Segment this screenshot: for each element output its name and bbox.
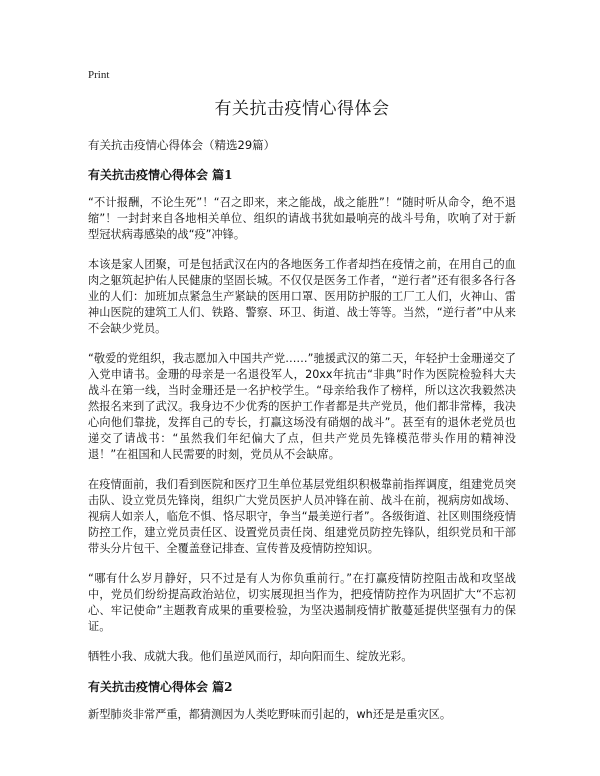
document-subtitle: 有关抗击疫情心得体会（精选29篇） — [88, 138, 276, 152]
paragraph: “不计报酬，不论生死”！“召之即来，来之能战，战之能胜”！“随时听从命令，绝不退缩”！一封封来自各地相关单位、组织的请战书犹如最响亮的战斗号角，吹响了对于新型冠状病毒感染的战“疫”冲锋。 — [88, 196, 516, 241]
print-label: Print — [88, 69, 110, 81]
paragraph: 牺牲小我、成就大我。他们虽逆风而行，却向阳而生、绽放光彩。 — [88, 650, 413, 663]
section-heading-1: 有关抗击疫情心得体会 篇1 — [88, 168, 233, 182]
paragraph: 新型肺炎非常严重，都猜测因为人类吃野味而引起的，wh还是是重灾区。 — [88, 708, 452, 721]
paragraph: 在疫情面前，我们看到医院和医疗卫生单位基层党组织积极靠前指挥调度，组建党员突击队、设立党员先锋岗，组织广大党员医护人员冲锋在前、战斗在前，视病房如战场、视病人如亲人，临危不惧、恪尽职守，争当“最美逆行者”。各级街道、社区则围绕疫情防控工作，建立党员责任区、设置党员责任岗、组建党员防控先锋队，组织党员和干部带头分片包干、全覆盖登记排查、宣传普及疫情防控知识。 — [88, 478, 516, 555]
document-title: 有关抗击疫情心得体会 — [214, 99, 390, 119]
paragraph: 本该是家人团聚，可是包括武汉在内的各地医务工作者却挡在疫情之前，在用自己的血肉之躯筑起护佑人民健康的坚固长城。不仅仅是医务工作者，“逆行者”还有很多各行各业的人们：加班加点紧急生产紧缺的医用口罩、医用防护服的工厂工人们，火神山、雷神山医院的建筑工人们、铁路、警察、环卫、街道、战士等等。当然，“逆行者”中从来不会缺少党员。 — [88, 258, 516, 335]
section-heading-2: 有关抗击疫情心得体会 篇2 — [88, 680, 233, 694]
paragraph: “哪有什么岁月静好，只不过是有人为你负重前行。”在打赢疫情防控阻击战和攻坚战中，党员们纷纷提高政治站位，切实展现担当作为，把疫情防控作为巩固扩大“不忘初心、牢记使命”主题教育成果的重要检验，为坚决遏制疫情扩散蔓延提供坚强有力的保证。 — [88, 572, 516, 633]
paragraph: “敬爱的党组织，我志愿加入中国共产党……”驰援武汉的第二天，年轻护士金珊递交了入党申请书。金珊的母亲是一名退役军人，20xx年抗击“非典”时作为医院检验科大夫战斗在第一线，当时金珊还是一名护校学生。“母亲给我作了榜样，所以这次我毅然决然报名来到了武汉。我身边不少优秀的医护工作者都是共产党员，他们都非常棒，我决心向他们靠拢，发挥自己的专长，打赢这场没有硝烟的战斗”。甚至有的退休老党员也递交了请战书：“虽然我们年纪偏大了点，但共产党员先锋模范带头作用的精神没退！”在祖国和人民需要的时刻，党员从不会缺席。 — [88, 352, 516, 461]
